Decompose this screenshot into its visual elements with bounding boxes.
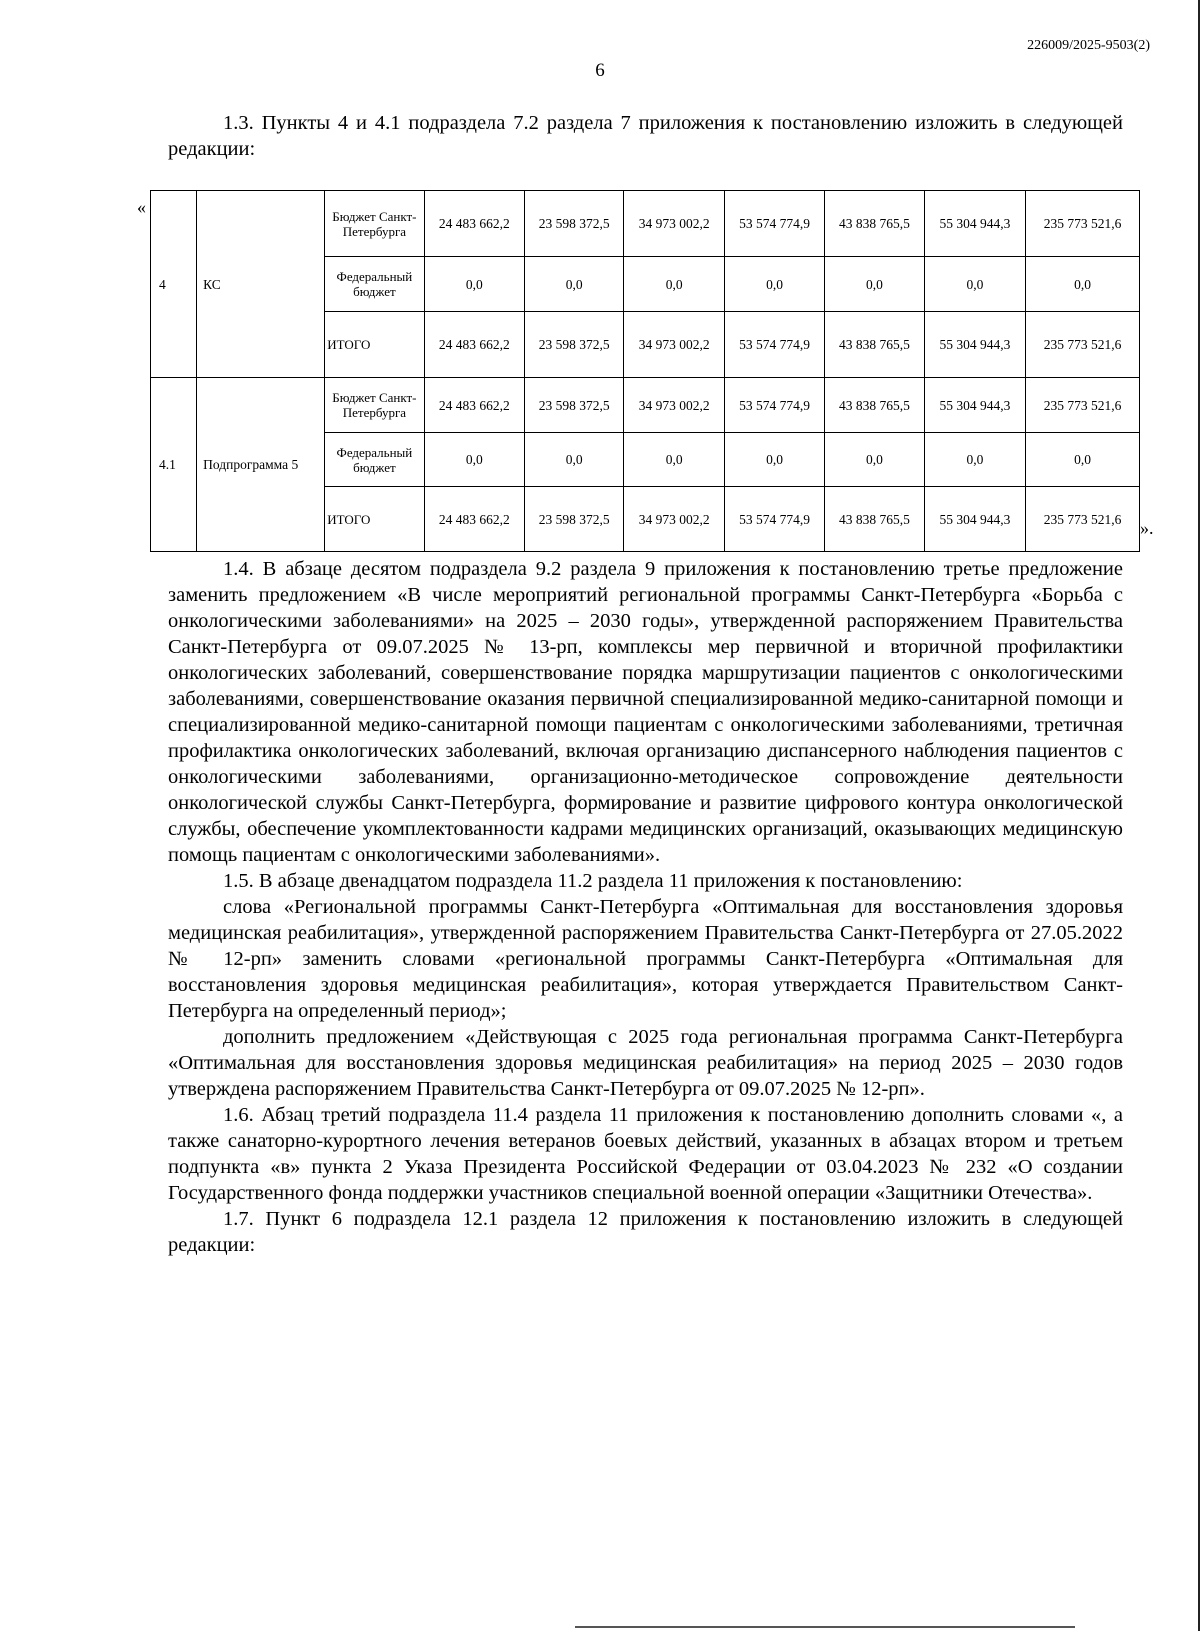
value-cell: 55 304 944,3: [924, 191, 1025, 257]
funding-source: ИТОГО: [325, 487, 424, 552]
value-cell: 0,0: [624, 257, 724, 312]
value-cell: 55 304 944,3: [924, 312, 1025, 378]
paragraph-1-3: 1.3. Пункты 4 и 4.1 подраздела 7.2 раздела 7 приложения к постановлению изложить в следующей редакции:: [168, 112, 1123, 160]
table-row: [151, 191, 1140, 257]
value-cell: 0,0: [424, 257, 524, 312]
total-cell: 235 773 521,6: [1026, 191, 1140, 257]
value-cell: 0,0: [724, 257, 824, 312]
value-cell: 24 483 662,2: [424, 191, 524, 257]
value-cell: 23 598 372,5: [525, 378, 624, 433]
value-cell: 0,0: [624, 433, 724, 487]
row-number: 4.1: [151, 378, 197, 552]
total-cell: 235 773 521,6: [1026, 487, 1140, 552]
value-cell: 53 574 774,9: [724, 378, 824, 433]
body-text: [168, 556, 1123, 1258]
value-cell: 0,0: [825, 257, 924, 312]
paragraph-1-7: 1.7. Пункт 6 подраздела 12.1 раздела 12 приложения к постановлению изложить в следующей редакции:: [168, 1208, 1123, 1256]
value-cell: 0,0: [924, 433, 1025, 487]
value-cell: 34 973 002,2: [624, 191, 724, 257]
paragraph-1-5: 1.5. В абзаце двенадцатом подраздела 11.2 раздела 11 приложения к постановлению:: [223, 870, 963, 892]
row-name: Подпрограмма 5: [197, 378, 325, 552]
value-cell: 0,0: [424, 433, 524, 487]
paragraph-1-5-addition: дополнить предложением «Действующая с 2025 года региональная программа Санкт-Петербурга «Оптимальная для восстановления здоровья медицинская реабилитация» на период 2025 – 2030 годов утверждена распоряжением Правительства Санкт-Петербурга от 09.07.2025 № 12-рп».: [168, 1026, 1123, 1100]
financing-table: [150, 190, 1140, 552]
document-number: 226009/2025-9503(2): [1027, 38, 1150, 53]
paragraph-1-4: 1.4. В абзаце десятом подраздела 9.2 раздела 9 приложения к постановлению третье предложение заменить предложением «В числе мероприятий региональной программы Санкт-Петербурга «Борьба с онкологическими заболеваниями» на 2025 – 2030 годы», утвержденной распоряжением Правительства Санкт-Петербурга от 09.07.2025 № 13-рп, комплексы мер первичной и вторичной профилактики онкологических заболеваний, совершенствование порядка маршрутизации пациентов с онкологическими заболеваниями, совершенствование оказания первичной специализированной медико-санитарной помощи и специализированной медико-санитарной помощи пациентам с онкологическими заболеваниями, третичная профилактика онкологических заболеваний, включая организацию диспансерного наблюдения пациентов с онкологическими заболеваниями, организационно-методическое сопровождение деятельности онкологической службы Санкт-Петербурга, формирование и развитие цифрового контура онкологической службы, обеспечение укомплектованности кадрами медицинских организаций, оказывающих медицинскую помощь пациентам с онкологическими заболеваниями».: [168, 558, 1123, 866]
quote-open: «: [137, 197, 146, 217]
total-cell: 0,0: [1026, 433, 1140, 487]
row-number: 4: [151, 191, 197, 378]
value-cell: 24 483 662,2: [424, 378, 524, 433]
paragraph-1-5-words: слова «Региональной программы Санкт-Петербурга «Оптимальная для восстановления здоровья медицинская реабилитация», утвержденной распоряжением Правительства Санкт-Петербурга от 27.05.2022 № 12-рп» заменить словами «региональной программы Санкт-Петербурга «Оптимальная для восстановления здоровья медицинская реабилитация», которая утверждается Правительством Санкт-Петербурга на определенный период»;: [168, 896, 1123, 1022]
quote-close: ».: [1140, 518, 1154, 538]
value-cell: 53 574 774,9: [724, 191, 824, 257]
value-cell: 34 973 002,2: [624, 487, 724, 552]
value-cell: 0,0: [525, 257, 624, 312]
page-number: 6: [595, 60, 605, 81]
value-cell: 23 598 372,5: [525, 191, 624, 257]
scan-bottom-line: [575, 1626, 1075, 1628]
value-cell: 53 574 774,9: [724, 487, 824, 552]
total-cell: 0,0: [1026, 257, 1140, 312]
value-cell: 0,0: [825, 433, 924, 487]
value-cell: 34 973 002,2: [624, 378, 724, 433]
value-cell: 23 598 372,5: [525, 312, 624, 378]
row-name: КС: [197, 191, 325, 378]
value-cell: 53 574 774,9: [724, 312, 824, 378]
value-cell: 23 598 372,5: [525, 487, 624, 552]
funding-source: Бюджет Санкт-Петербурга: [325, 378, 424, 433]
total-cell: 235 773 521,6: [1026, 312, 1140, 378]
funding-source: Федеральный бюджет: [325, 433, 424, 487]
value-cell: 0,0: [724, 433, 824, 487]
value-cell: 43 838 765,5: [825, 312, 924, 378]
value-cell: 24 483 662,2: [424, 487, 524, 552]
funding-source: Бюджет Санкт-Петербурга: [325, 191, 424, 257]
funding-source: ИТОГО: [325, 312, 424, 378]
table-row: [151, 378, 1140, 433]
value-cell: 0,0: [924, 257, 1025, 312]
value-cell: 55 304 944,3: [924, 487, 1025, 552]
value-cell: 0,0: [525, 433, 624, 487]
value-cell: 43 838 765,5: [825, 487, 924, 552]
value-cell: 43 838 765,5: [825, 378, 924, 433]
value-cell: 55 304 944,3: [924, 378, 1025, 433]
value-cell: 24 483 662,2: [424, 312, 524, 378]
paragraph-1-6: 1.6. Абзац третий подраздела 11.4 раздела 11 приложения к постановлению дополнить словами «, а также санаторно-курортного лечения ветеранов боевых действий, указанных в абзацах втором и третьем подпункта «в» пункта 2 Указа Президента Российской Федерации от 03.04.2023 № 232 «О создании Государственного фонда поддержки участников специальной военной операции «Защитники Отечества».: [168, 1104, 1123, 1204]
value-cell: 34 973 002,2: [624, 312, 724, 378]
value-cell: 43 838 765,5: [825, 191, 924, 257]
funding-source: Федеральный бюджет: [325, 257, 424, 312]
total-cell: 235 773 521,6: [1026, 378, 1140, 433]
